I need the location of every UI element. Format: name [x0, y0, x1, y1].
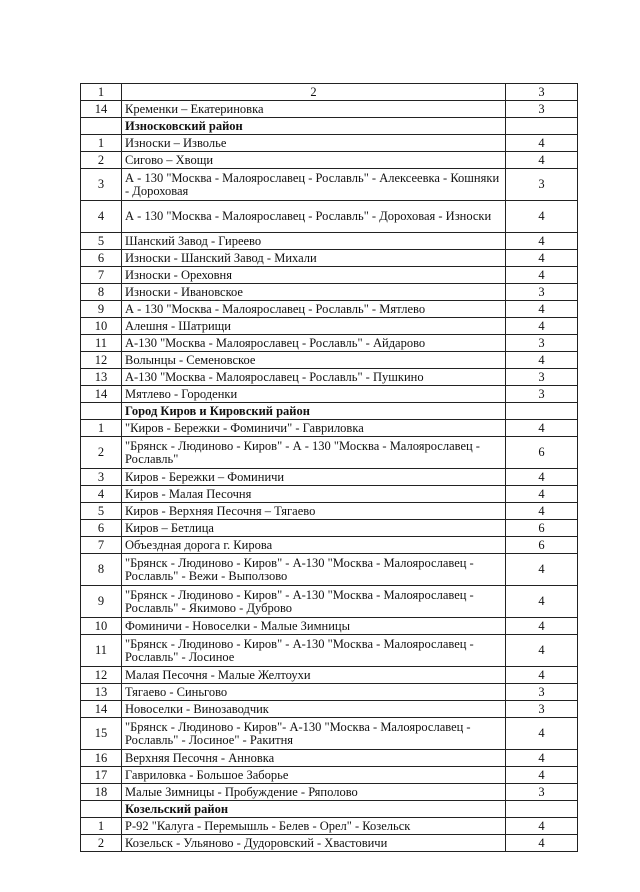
row-number: 3 [81, 469, 122, 486]
road-category [506, 403, 578, 420]
road-name: "Киров - Бережки - Фоминичи" - Гавриловка [122, 420, 506, 437]
section-title: Город Киров и Кировский район [122, 403, 506, 420]
road-name: Новоселки - Винозаводчик [122, 701, 506, 718]
road-name: А - 130 "Москва - Малоярославец - Рославль" - Мятлево [122, 301, 506, 318]
row-number: 2 [81, 437, 122, 469]
road-name: "Брянск - Людиново - Киров" - А-130 "Москва - Малоярославец - Рославль" - Вежи - Выползово [122, 554, 506, 586]
road-name: Кременки – Екатериновка [122, 101, 506, 118]
road-category: 4 [506, 469, 578, 486]
table-row [81, 135, 578, 152]
road-name: Киров - Верхняя Песочня – Тягаево [122, 503, 506, 520]
row-number: 13 [81, 684, 122, 701]
road-category: 6 [506, 437, 578, 469]
table-row [81, 369, 578, 386]
road-name: Объездная дорога г. Кирова [122, 537, 506, 554]
road-name: Тягаево - Синьгово [122, 684, 506, 701]
road-name: "Брянск - Людиново - Киров"- А-130 "Москва - Малоярославец - Рославль" - Лосиное" - Ракитня [122, 718, 506, 750]
row-number: 1 [81, 420, 122, 437]
row-number: 14 [81, 386, 122, 403]
table-header-row [81, 84, 578, 101]
road-category: 4 [506, 152, 578, 169]
table-row [81, 152, 578, 169]
table-row [81, 503, 578, 520]
row-number: 16 [81, 750, 122, 767]
table-row [81, 352, 578, 369]
row-number: 12 [81, 667, 122, 684]
row-number: 6 [81, 250, 122, 267]
road-category: 3 [506, 284, 578, 301]
road-category: 4 [506, 250, 578, 267]
road-category: 3 [506, 101, 578, 118]
table-row [81, 784, 578, 801]
road-name: Мятлево - Городенки [122, 386, 506, 403]
road-name: Износки – Изволье [122, 135, 506, 152]
road-category: 4 [506, 318, 578, 335]
road-name: Гавриловка - Большое Заборье [122, 767, 506, 784]
road-name: Износки - Шанский Завод - Михали [122, 250, 506, 267]
table-row [81, 718, 578, 750]
road-category: 4 [506, 635, 578, 667]
road-category: 4 [506, 586, 578, 618]
road-name: Износки - Ивановское [122, 284, 506, 301]
row-number [81, 801, 122, 818]
table-row [81, 486, 578, 503]
road-name: Сигово – Хвощи [122, 152, 506, 169]
row-number: 11 [81, 335, 122, 352]
row-number: 1 [81, 135, 122, 152]
table-row [81, 818, 578, 835]
row-number: 4 [81, 486, 122, 503]
road-category: 4 [506, 554, 578, 586]
row-number: 8 [81, 284, 122, 301]
road-name: Малая Песочня - Малые Желтоухи [122, 667, 506, 684]
row-number: 8 [81, 554, 122, 586]
road-category: 3 [506, 386, 578, 403]
road-category: 4 [506, 420, 578, 437]
road-category: 4 [506, 835, 578, 852]
row-number: 5 [81, 503, 122, 520]
row-number: 6 [81, 520, 122, 537]
road-name: Износки - Ореховня [122, 267, 506, 284]
header-col-name: 2 [122, 84, 506, 101]
road-category: 4 [506, 818, 578, 835]
road-name: Алешня - Шатрищи [122, 318, 506, 335]
road-name: Верхняя Песочня - Анновка [122, 750, 506, 767]
header-col-category: 3 [506, 84, 578, 101]
table-row [81, 250, 578, 267]
road-category: 4 [506, 618, 578, 635]
table-row [81, 301, 578, 318]
roads-table [80, 83, 578, 852]
row-number: 10 [81, 318, 122, 335]
road-name: Малые Зимницы - Пробуждение - Ряполово [122, 784, 506, 801]
road-category: 4 [506, 750, 578, 767]
table-row [81, 701, 578, 718]
row-number: 12 [81, 352, 122, 369]
section-title: Козельский район [122, 801, 506, 818]
road-name: Шанский Завод - Гиреево [122, 233, 506, 250]
table-row [81, 420, 578, 437]
road-category: 4 [506, 267, 578, 284]
road-category: 4 [506, 352, 578, 369]
table-row [81, 635, 578, 667]
row-number: 9 [81, 586, 122, 618]
road-name: А - 130 "Москва - Малоярославец - Рославль" - Дороховая - Износки [122, 201, 506, 233]
table-row [81, 469, 578, 486]
section-row [81, 118, 578, 135]
row-number: 17 [81, 767, 122, 784]
row-number: 14 [81, 701, 122, 718]
road-category: 3 [506, 169, 578, 201]
road-name: А - 130 "Москва - Малоярославец - Рославль" - Алексеевка - Кошняки - Дороховая [122, 169, 506, 201]
road-category: 4 [506, 718, 578, 750]
row-number: 5 [81, 233, 122, 250]
header-col-number: 1 [81, 84, 122, 101]
row-number: 14 [81, 101, 122, 118]
table-row [81, 335, 578, 352]
row-number: 18 [81, 784, 122, 801]
road-name: "Брянск - Людиново - Киров" - А-130 "Москва - Малоярославец - Рославль" - Якимово - Дуброво [122, 586, 506, 618]
road-name: Киров - Бережки – Фоминичи [122, 469, 506, 486]
road-name: Киров – Бетлица [122, 520, 506, 537]
road-category: 3 [506, 335, 578, 352]
table-row [81, 667, 578, 684]
table-row [81, 101, 578, 118]
row-number: 15 [81, 718, 122, 750]
row-number: 7 [81, 267, 122, 284]
road-name: Киров - Малая Песочня [122, 486, 506, 503]
table-row [81, 750, 578, 767]
road-category: 3 [506, 369, 578, 386]
table-row [81, 520, 578, 537]
row-number: 9 [81, 301, 122, 318]
road-category [506, 118, 578, 135]
road-name: Фоминичи - Новоселки - Малые Зимницы [122, 618, 506, 635]
road-name: А-130 "Москва - Малоярославец - Рославль" - Пушкино [122, 369, 506, 386]
table-row [81, 233, 578, 250]
row-number: 1 [81, 818, 122, 835]
road-category [506, 801, 578, 818]
road-category: 4 [506, 201, 578, 233]
table-row [81, 169, 578, 201]
table-row [81, 554, 578, 586]
table-row [81, 267, 578, 284]
road-name: Р-92 "Калуга - Перемышль - Белев - Орел" - Козельск [122, 818, 506, 835]
table-row [81, 201, 578, 233]
row-number: 4 [81, 201, 122, 233]
row-number: 10 [81, 618, 122, 635]
row-number: 3 [81, 169, 122, 201]
road-name: А-130 "Москва - Малоярославец - Рославль" - Айдарово [122, 335, 506, 352]
table-row [81, 318, 578, 335]
road-category: 4 [506, 135, 578, 152]
road-category: 4 [506, 503, 578, 520]
road-name: Волынцы - Семеновское [122, 352, 506, 369]
table-row [81, 618, 578, 635]
section-title: Износковский район [122, 118, 506, 135]
row-number: 2 [81, 835, 122, 852]
road-name: Козельск - Ульяново - Дудоровский - Хвастовичи [122, 835, 506, 852]
road-category: 4 [506, 667, 578, 684]
table-row [81, 684, 578, 701]
row-number [81, 403, 122, 420]
road-category: 4 [506, 233, 578, 250]
row-number [81, 118, 122, 135]
section-row [81, 801, 578, 818]
table-row [81, 537, 578, 554]
road-category: 3 [506, 784, 578, 801]
road-category: 6 [506, 537, 578, 554]
table-row [81, 835, 578, 852]
road-category: 3 [506, 684, 578, 701]
road-name: "Брянск - Людиново - Киров" - А - 130 "Москва - Малоярославец - Рославль" [122, 437, 506, 469]
road-category: 3 [506, 701, 578, 718]
road-category: 4 [506, 301, 578, 318]
road-category: 4 [506, 486, 578, 503]
row-number: 2 [81, 152, 122, 169]
table-row [81, 586, 578, 618]
row-number: 11 [81, 635, 122, 667]
row-number: 13 [81, 369, 122, 386]
road-name: "Брянск - Людиново - Киров" - А-130 "Москва - Малоярославец - Рославль" - Лосиное [122, 635, 506, 667]
roads-table-body [81, 84, 578, 852]
row-number: 7 [81, 537, 122, 554]
road-category: 4 [506, 767, 578, 784]
table-row [81, 437, 578, 469]
table-row [81, 284, 578, 301]
table-row [81, 386, 578, 403]
road-category: 6 [506, 520, 578, 537]
table-row [81, 767, 578, 784]
section-row [81, 403, 578, 420]
